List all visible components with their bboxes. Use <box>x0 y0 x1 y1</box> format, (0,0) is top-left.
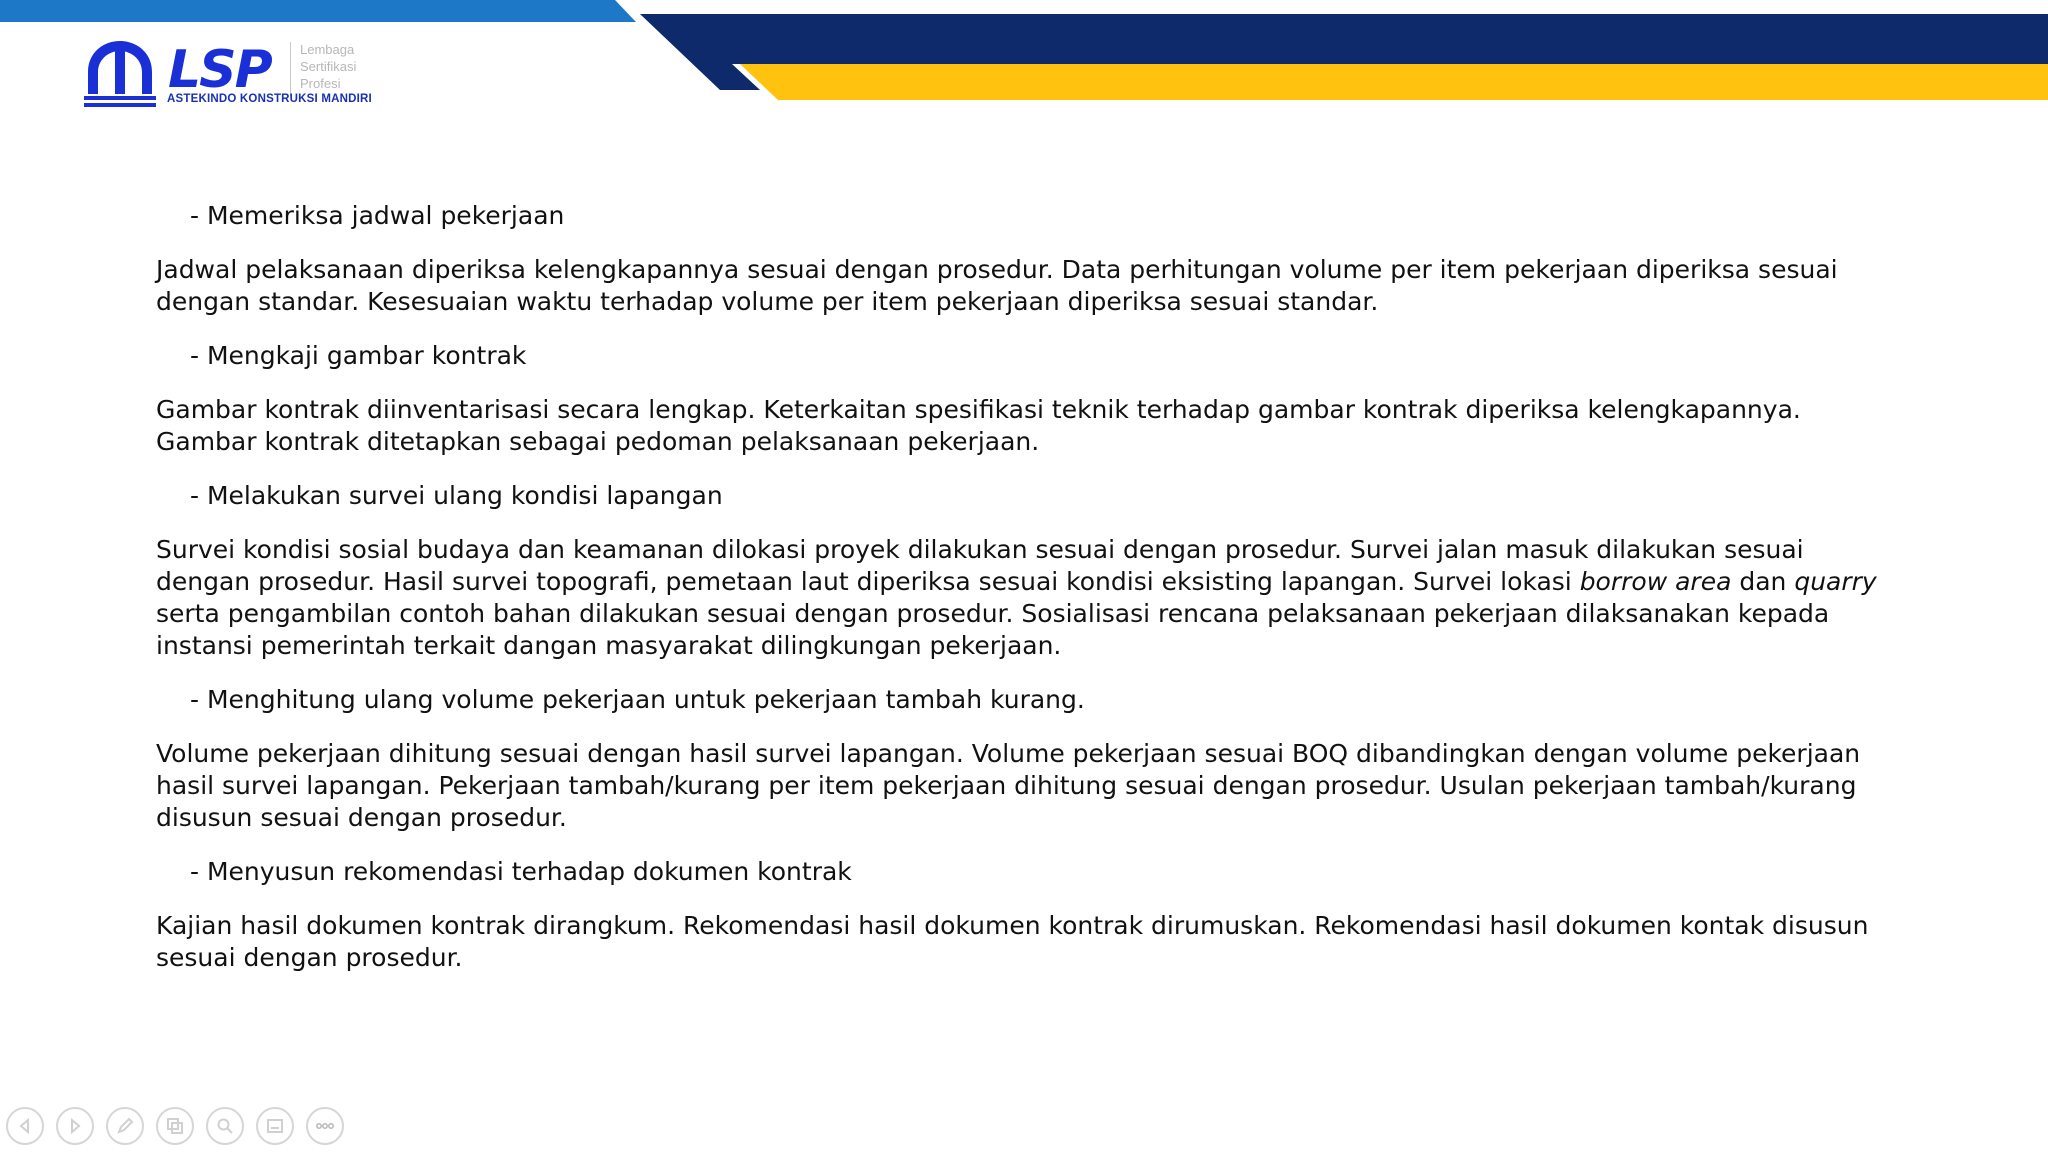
subtitles-button[interactable] <box>256 1107 294 1145</box>
section-heading: - Menghitung ulang volume pekerjaan untuk pekerjaan tambah kurang. <box>190 685 1085 714</box>
header-yellow-band <box>740 64 2048 100</box>
logo-tagline: ASTEKINDO KONSTRUKSI MANDIRI <box>167 93 372 105</box>
section-heading: - Mengkaji gambar kontrak <box>190 341 527 370</box>
paragraph-italic-term: borrow area <box>1579 567 1732 596</box>
header-blue-bar <box>0 0 636 22</box>
section-paragraph <box>156 910 1896 974</box>
logo-wordmark: LSP <box>168 40 271 100</box>
zoom-button[interactable] <box>206 1107 244 1145</box>
more-dots-icon <box>315 1121 335 1131</box>
paragraph-text: dan <box>1731 567 1795 596</box>
arrow-right-icon <box>67 1118 83 1134</box>
subtitles-icon <box>266 1117 284 1135</box>
section-paragraph <box>156 394 1896 458</box>
logo-side-text: Sertifikasi <box>300 59 357 74</box>
magnifier-icon <box>216 1117 234 1135</box>
section-heading: - Menyusun rekomendasi terhadap dokumen kontrak <box>190 857 852 886</box>
paragraph-text: Jadwal pelaksanaan diperiksa kelengkapannya sesuai dengan prosedur. Data perhitungan volume per item pekerjaan diperiksa sesuai dengan standar. Kesesuaian waktu terhadap volume per item pekerjaan diperiksa sesuai standar. <box>156 255 1838 316</box>
section-paragraph <box>156 534 1896 662</box>
paragraph-text: Gambar kontrak diinventarisasi secara lengkap. Keterkaitan spesifikasi teknik terhadap gambar kontrak diperiksa kelengkapannya. Gambar kontrak ditetapkan sebagai pedoman pelaksanaan pekerjaan. <box>156 395 1801 456</box>
more-options-button[interactable] <box>306 1107 344 1145</box>
paragraph-text: Survei kondisi sosial budaya dan keamanan dilokasi proyek dilakukan sesuai dengan prosedur. Survei jalan masuk dilakukan sesuai dengan prosedur. Hasil survei topografi, pemetaan laut diperiksa sesuai kondisi eksisting lapangan. Survei lokasi <box>156 535 1804 596</box>
section-paragraph <box>156 738 1896 834</box>
paragraph-italic-term: quarry <box>1794 567 1877 596</box>
slides-icon <box>166 1117 184 1135</box>
arrow-left-icon <box>17 1118 33 1134</box>
section-heading: - Memeriksa jadwal pekerjaan <box>190 201 565 230</box>
paragraph-text: Volume pekerjaan dihitung sesuai dengan hasil survei lapangan. Volume pekerjaan sesuai BOQ dibandingkan dengan volume pekerjaan hasil survei lapangan. Pekerjaan tambah/kurang per item pekerjaan dihitung sesuai dengan prosedur. Usulan pekerjaan tambah/kurang disusun sesuai dengan prosedur. <box>156 739 1861 832</box>
section-heading: - Melakukan survei ulang kondisi lapangan <box>190 481 723 510</box>
next-slide-button[interactable] <box>56 1107 94 1145</box>
arch-icon <box>82 38 158 112</box>
pen-icon <box>116 1117 134 1135</box>
paragraph-text: Kajian hasil dokumen kontrak dirangkum. Rekomendasi hasil dokumen kontrak dirumuskan. Rekomendasi hasil dokumen kontak disusun sesuai dengan prosedur. <box>156 911 1869 972</box>
see-all-slides-button[interactable] <box>156 1107 194 1145</box>
logo-side-text: Lembaga <box>300 42 355 57</box>
pen-tool-button[interactable] <box>106 1107 144 1145</box>
previous-slide-button[interactable] <box>6 1107 44 1145</box>
paragraph-text: serta pengambilan contoh bahan dilakukan sesuai dengan prosedur. Sosialisasi rencana pelaksanaan pekerjaan dilaksanakan kepada instansi pemerintah terkait dangan masyarakat dilingkungan pekerjaan. <box>156 599 1830 660</box>
section-paragraph <box>156 254 1896 318</box>
slide-content <box>156 200 1896 974</box>
logo-divider <box>290 42 291 96</box>
logo-side-text: Profesi <box>300 76 341 91</box>
lsp-logo <box>82 38 382 112</box>
